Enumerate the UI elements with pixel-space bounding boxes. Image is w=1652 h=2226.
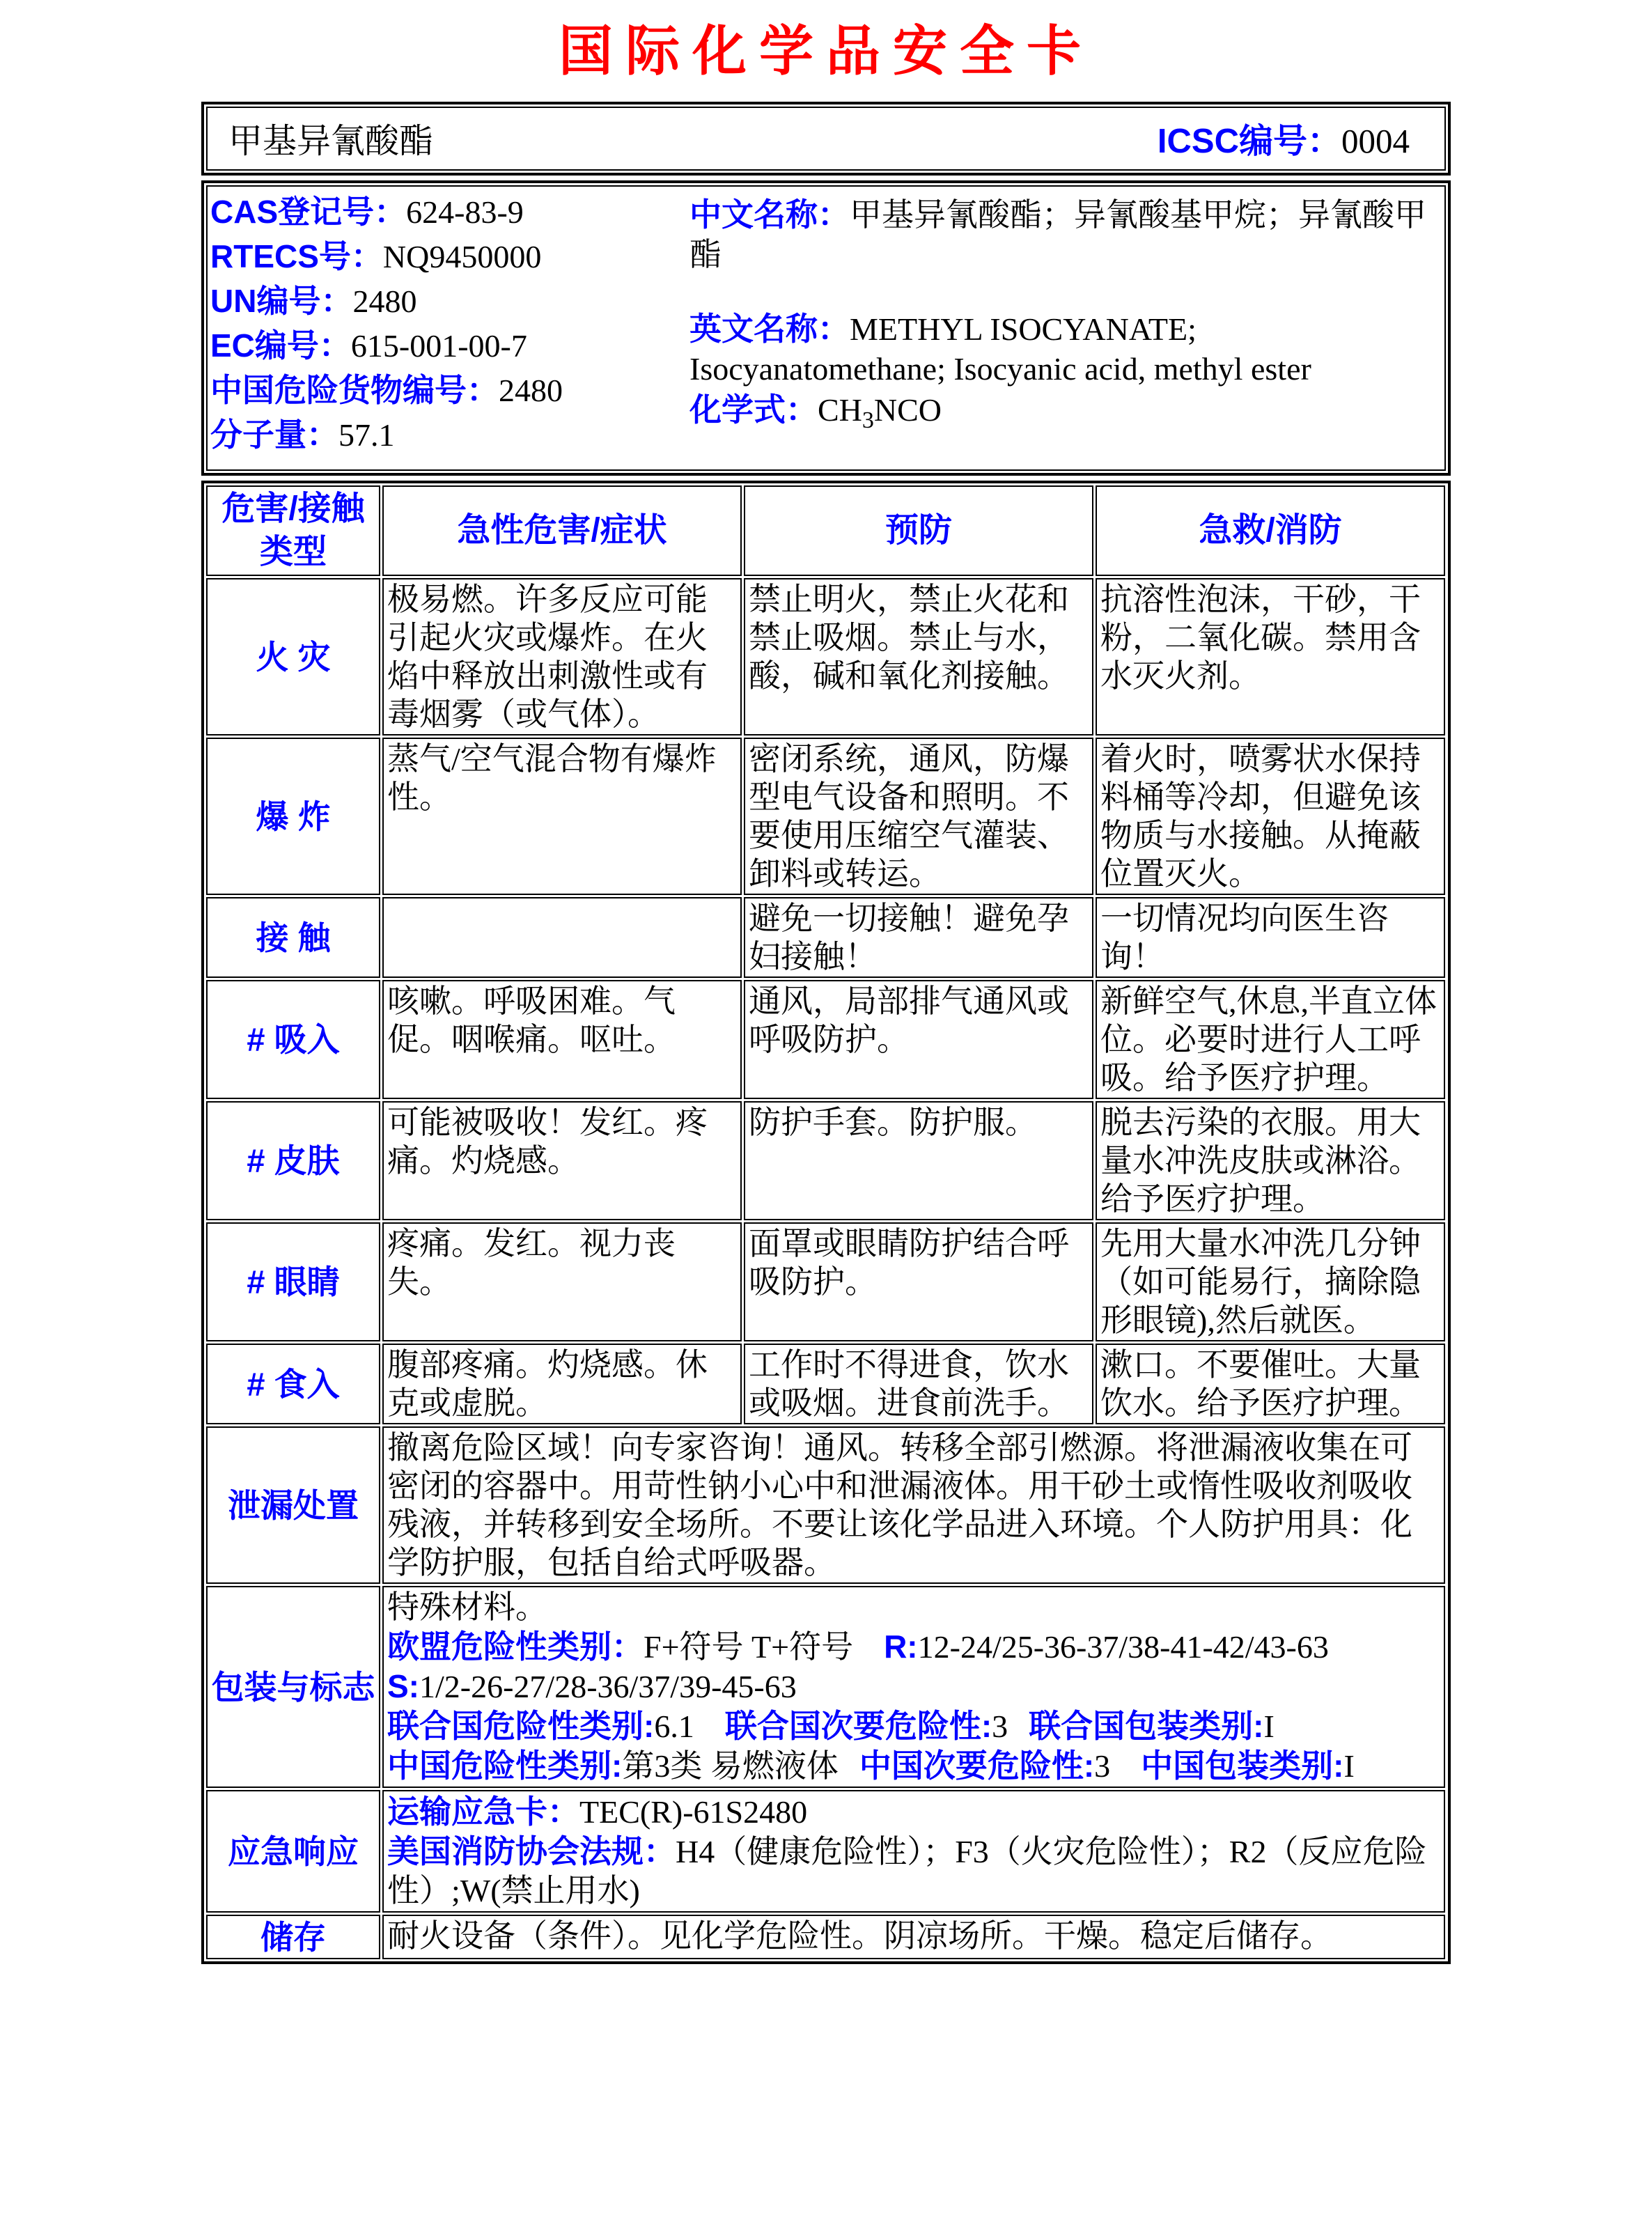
row-storage-label: 储存 [206, 1915, 380, 1959]
un-subrisk-value: 3 [992, 1709, 1008, 1744]
row-storage-text: 耐火设备（条件）。见化学危险性。阴凉场所。干燥。稳定后储存。 [382, 1915, 1445, 1959]
header-acute-symptoms: 急性危害/症状 [382, 485, 742, 576]
nfpa-line [387, 1832, 1440, 1910]
row-spill-label: 泄漏处置 [206, 1426, 380, 1584]
rtecs-value: NQ9450000 [382, 239, 542, 274]
row-exposure-label: 接 触 [206, 897, 380, 978]
page-title: 国际化学品安全卡 [558, 21, 1093, 81]
packaging-special: 特殊材料。 [387, 1589, 547, 1625]
row-explosion-prevention: 密闭系统，通风，防爆型电气设备和照明。不要使用压缩空气灌装、卸料或转运。 [744, 738, 1093, 895]
ec-value: 615-001-00-7 [350, 328, 527, 364]
cn-packgroup-label: 中国包装类别: [1141, 1748, 1344, 1784]
nfpa-label: 美国消防协会法规： [387, 1833, 676, 1869]
cn-packgroup-value: I [1343, 1748, 1355, 1784]
row-eyes-prevention: 面罩或眼睛防护结合呼吸防护。 [744, 1222, 1093, 1341]
ec-label: EC编号： [210, 327, 351, 364]
un-label: UN编号： [210, 283, 353, 319]
packaging-s-line [387, 1667, 1440, 1706]
rtecs-number-line [210, 240, 689, 274]
china-dg-value: 2480 [499, 373, 563, 408]
row-exposure-prevention: 避免一切接触！避免孕妇接触！ [744, 897, 1093, 978]
identification-section [201, 180, 1451, 476]
row-ingestion-label: # 食入 [206, 1344, 380, 1424]
row-ingestion-first-aid: 漱口。不要催吐。大量饮水。给予医疗护理。 [1096, 1344, 1445, 1424]
cn-class-label: 中国危险性类别: [387, 1748, 623, 1784]
row-inhalation-prevention: 通风，局部排气通风或呼吸防护。 [744, 980, 1093, 1099]
transport-card-label: 运输应急卡： [387, 1793, 579, 1830]
s-phrases-label: S: [387, 1668, 419, 1704]
eu-class-label: 欧盟危险性类别： [387, 1628, 644, 1665]
row-exposure-symptoms [382, 897, 742, 978]
un-packgroup-value: I [1263, 1709, 1275, 1744]
row-eyes-symptoms: 疼痛。发红。视力丧失。 [382, 1222, 742, 1341]
un-value: 2480 [352, 283, 417, 319]
row-skin-prevention: 防护手套。防护服。 [744, 1101, 1093, 1220]
row-skin-symptoms: 可能被吸收！发红。疼痛。灼烧感。 [382, 1101, 742, 1220]
molecular-weight-label: 分子量： [210, 417, 338, 453]
row-fire-symptoms: 极易燃。许多反应可能引起火灾或爆炸。在火焰中释放出刺激性或有毒烟雾（或气体）。 [382, 578, 742, 735]
cn-subrisk-label: 中国次要危险性: [859, 1748, 1095, 1784]
row-packaging-content [382, 1586, 1445, 1788]
un-class-value: 6.1 [654, 1709, 694, 1744]
header-prevention: 预防 [744, 485, 1093, 576]
header-hazard-type: 危害/接触类型 [206, 485, 380, 576]
un-class-label: 联合国危险性类别: [387, 1708, 655, 1744]
formula-tail: NCO [873, 392, 942, 428]
row-fire-first-aid: 抗溶性泡沫，干砂，干粉，二氧化碳。禁用含水灭火剂。 [1096, 578, 1445, 735]
row-fire-label: 火 灾 [206, 578, 380, 735]
row-explosion-first-aid: 着火时，喷雾状水保持料桶等冷却，但避免该物质与水接触。从掩蔽位置灭火。 [1096, 738, 1445, 895]
rtecs-label: RTECS号： [210, 238, 383, 274]
english-name-line [689, 309, 1437, 389]
cas-number-line [210, 195, 689, 229]
chinese-name-label: 中文名称： [689, 196, 850, 233]
cn-class-value: 第3类 易燃液体 [622, 1748, 839, 1784]
row-skin-first-aid: 脱去污染的衣服。用大量水冲洗皮肤或淋浴。给予医疗护理。 [1096, 1101, 1445, 1220]
english-name-label: 英文名称： [689, 311, 850, 347]
row-ingestion-prevention: 工作时不得进食，饮水或吸烟。进食前洗手。 [744, 1344, 1093, 1424]
cn-subrisk-value: 3 [1094, 1748, 1111, 1784]
hazard-table-section [201, 481, 1451, 1964]
s-phrases-value: 1/2-26-27/28-36/37/39-45-63 [419, 1669, 797, 1704]
eu-class-value: F+符号 T+符号 [644, 1629, 854, 1665]
nfpa-value: H4（健康危险性）；F3（火灾危险性）；R2（反应危险性）;W(禁止用水) [387, 1834, 1427, 1908]
transport-card-value: TEC(R)-61S2480 [579, 1794, 808, 1830]
row-skin-label: # 皮肤 [206, 1101, 380, 1220]
row-ingestion-symptoms: 腹部疼痛。灼烧感。休克或虚脱。 [382, 1344, 742, 1424]
packaging-special-line [387, 1588, 1440, 1627]
row-eyes-first-aid: 先用大量水冲洗几分钟（如可能易行，摘除隐形眼镜),然后就医。 [1096, 1222, 1445, 1341]
formula-subscript: 3 [862, 407, 874, 434]
identification-right-column [689, 195, 1444, 462]
row-explosion-label: 爆 炸 [206, 738, 380, 895]
packaging-cn-line [387, 1746, 1440, 1786]
icsc-label: ICSC编号： [1157, 123, 1341, 160]
chinese-name-line [689, 195, 1437, 274]
china-dg-label: 中国危险货物编号： [210, 372, 499, 408]
icsc-number [1158, 114, 1410, 163]
un-packgroup-label: 联合国包装类别: [1029, 1708, 1264, 1744]
name-row [206, 107, 1446, 171]
identification-left-column [210, 195, 689, 462]
row-emergency-label: 应急响应 [206, 1790, 380, 1913]
row-exposure-first-aid: 一切情况均向医生咨询！ [1096, 897, 1445, 978]
cas-value: 624-83-9 [406, 194, 524, 230]
row-fire-prevention: 禁止明火，禁止火花和禁止吸烟。禁止与水，酸，碱和氧化剂接触。 [744, 578, 1093, 735]
row-packaging-label: 包装与标志 [206, 1586, 380, 1788]
packaging-un-line [387, 1706, 1440, 1746]
un-number-line [210, 284, 689, 318]
un-subrisk-label: 联合国次要危险性: [724, 1708, 992, 1744]
formula-base: CH [818, 392, 862, 428]
chinese-name-value: 甲基异氰酸酯；异氰酸基甲烷；异氰酸甲酯 [689, 197, 1426, 272]
molecular-weight-line [210, 418, 689, 452]
row-explosion-symptoms: 蒸气/空气混合物有爆炸性。 [382, 738, 742, 895]
cas-label: CAS登记号： [210, 194, 407, 230]
row-inhalation-first-aid: 新鲜空气,休息,半直立体位。必要时进行人工呼吸。给予医疗护理。 [1096, 980, 1445, 1099]
formula-line [689, 390, 1437, 440]
r-phrases-value: 12-24/25-36-37/38-41-42/43-63 [917, 1629, 1329, 1665]
name-section [201, 102, 1451, 176]
substance-name: 甲基异氰酸酯 [228, 122, 434, 160]
row-eyes-label: # 眼睛 [206, 1222, 380, 1341]
header-first-aid: 急救/消防 [1096, 485, 1445, 576]
english-name-value: METHYL ISOCYANATE; Isocyanatomethane; Isocyanic acid, methyl ester [689, 311, 1311, 387]
row-emergency-content [382, 1790, 1445, 1913]
transport-card-line [387, 1792, 1440, 1832]
hazard-table [206, 485, 1446, 1959]
identification-cell [206, 185, 1446, 471]
ec-number-line [210, 329, 689, 363]
row-inhalation-symptoms: 咳嗽。呼吸困难。气促。咽喉痛。呕吐。 [382, 980, 742, 1099]
molecular-weight-value: 57.1 [338, 417, 395, 453]
r-phrases-label: R: [884, 1628, 918, 1665]
packaging-eu-line [387, 1627, 1440, 1667]
icsc-value: 0004 [1341, 122, 1410, 160]
row-spill-text: 撤离危险区域！向专家咨询！通风。转移全部引燃源。将泄漏液收集在可密闭的容器中。用苛性钠小心中和泄漏液体。用干砂土或惰性吸收剂吸收残液，并转移到安全场所。不要让该化学品进入环境。个人防护用具：化学防护服，包括自给式呼吸器。 [382, 1426, 1445, 1584]
formula-label: 化学式： [689, 391, 818, 428]
china-dg-number-line [210, 373, 689, 407]
row-inhalation-label: # 吸入 [206, 980, 380, 1099]
